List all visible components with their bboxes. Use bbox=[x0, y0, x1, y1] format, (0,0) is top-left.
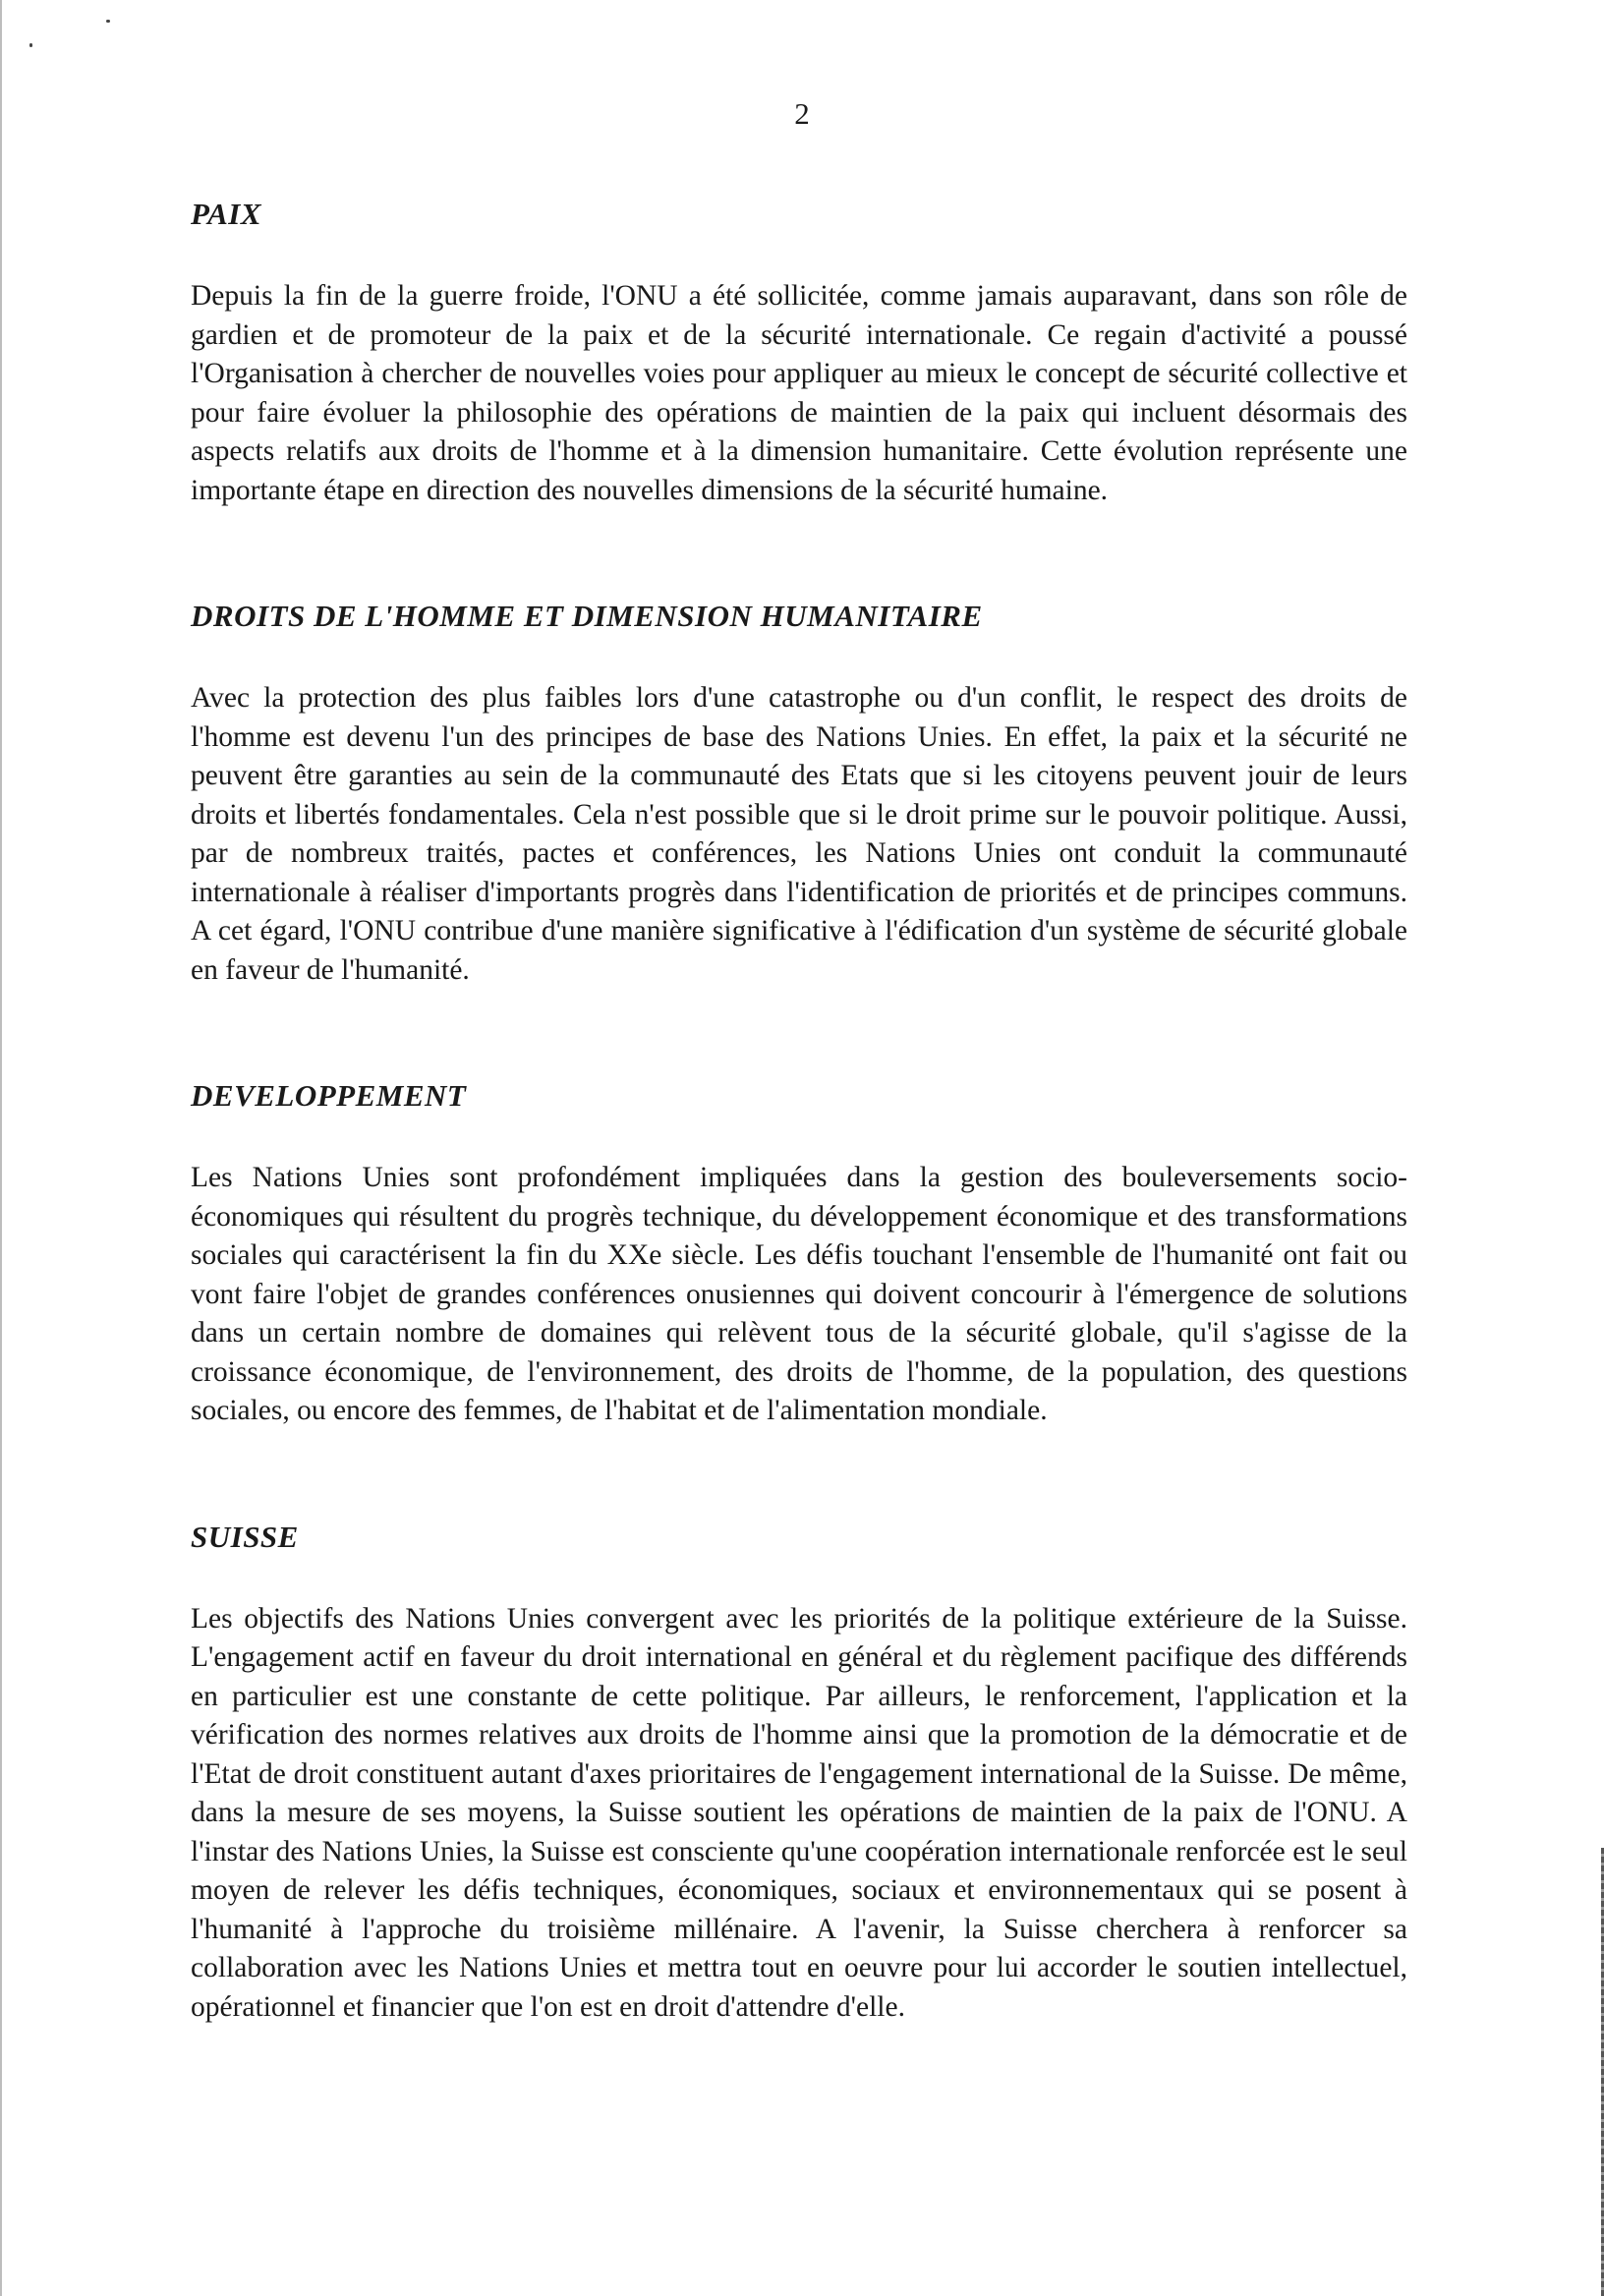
section-suisse bbox=[191, 1518, 1407, 2028]
section-heading: DEVELOPPEMENT bbox=[191, 1078, 467, 1113]
section-heading: PAIX bbox=[191, 197, 262, 231]
section-paragraph: Les objectifs des Nations Unies convergent avec les priorités de la politique extérieure de la Suisse. L'engagement actif en faveur du droit international en général et du règlement pacifique des différends en particulier est une constante de cette politique. Par ailleurs, le renforcement, l'application et la vérification des normes relatives aux droits de l'homme ainsi que la promotion de la démocratie et de l'Etat de droit constituent autant d'axes prioritaires de l'engagement international de la Suisse. De même, dans la mesure de ses moyens, la Suisse soutient les opérations de maintien de la paix de l'ONU. A l'instar des Nations Unies, la Suisse est consciente qu'une coopération internationale renforcée est le seul moyen de relever les défis techniques, économiques, sociaux et environnementaux qui se posent à l'humanité à l'approche du troisième millénaire. A l'avenir, la Suisse cherchera à renforcer sa collaboration avec les Nations Unies et mettra tout en oeuvre pour lui accorder le soutien intellectuel, opérationnel et financier que l'on est en droit d'attendre d'elle. bbox=[191, 1602, 1407, 2023]
scan-speck bbox=[106, 20, 110, 23]
scan-speck bbox=[29, 43, 32, 47]
section-paix bbox=[191, 195, 1407, 510]
section-paragraph: Avec la protection des plus faibles lors d'une catastrophe ou d'un conflit, le respect des droits de l'homme est devenu l'un des principes de base des Nations Unies. En effet, la paix et la sécurité ne peuvent être garanties au sein de la communauté des Etats que si les citoyens peuvent jouir de leurs droits et libertés fondamentales. Cela n'est possible que si le droit prime sur le pouvoir politique. Aussi, par de nombreux traités, pactes et conférences, les Nations Unies ont conduit la communauté internationale à réaliser d'importants progrès dans l'identification de priorités et de principes communs. A cet égard, l'ONU contribue d'une manière significative à l'édification d'un système de sécurité globale en faveur de l'humanité. bbox=[191, 682, 1407, 986]
section-paragraph: Les Nations Unies sont profondément impliquées dans la gestion des bouleversements socio-économiques qui résultent du progrès technique, du développement économique et des transformations sociales qui caractérisent la fin du XXe siècle. Les défis touchant l'ensemble de l'humanité ont fait ou vont faire l'objet de grandes conférences onusiennes qui doivent concourir à l'émergence de solutions dans un certain nombre de domaines qui relèvent tous de la sécurité globale, qu'il s'agisse de la croissance économique, de l'environnement, des droits de l'homme, de la population, des questions sociales, ou encore des femmes, de l'habitat et de l'alimentation mondiale. bbox=[191, 1162, 1407, 1426]
section-developpement bbox=[191, 1076, 1407, 1431]
page-number: 2 bbox=[794, 96, 810, 131]
document-content bbox=[191, 195, 1407, 2113]
section-droits-de-l-homme bbox=[191, 597, 1407, 990]
section-heading: DROITS DE L'HOMME ET DIMENSION HUMANITAIRE bbox=[191, 599, 983, 633]
section-paragraph: Depuis la fin de la guerre froide, l'ONU a été sollicitée, comme jamais auparavant, dans son rôle de gardien et de promoteur de la paix et de la sécurité internationale. Ce regain d'activité a poussé l'Organisation à chercher de nouvelles voies pour appliquer au mieux le concept de sécurité collective et pour faire évoluer la philosophie des opérations de maintien de la paix qui incluent désormais des aspects relatifs aux droits de l'homme et à la dimension humanitaire. Cette évolution représente une importante étape en direction des nouvelles dimensions de la sécurité humaine. bbox=[191, 280, 1407, 506]
scan-left-edge bbox=[0, 0, 2, 2296]
section-heading: SUISSE bbox=[191, 1519, 299, 1554]
